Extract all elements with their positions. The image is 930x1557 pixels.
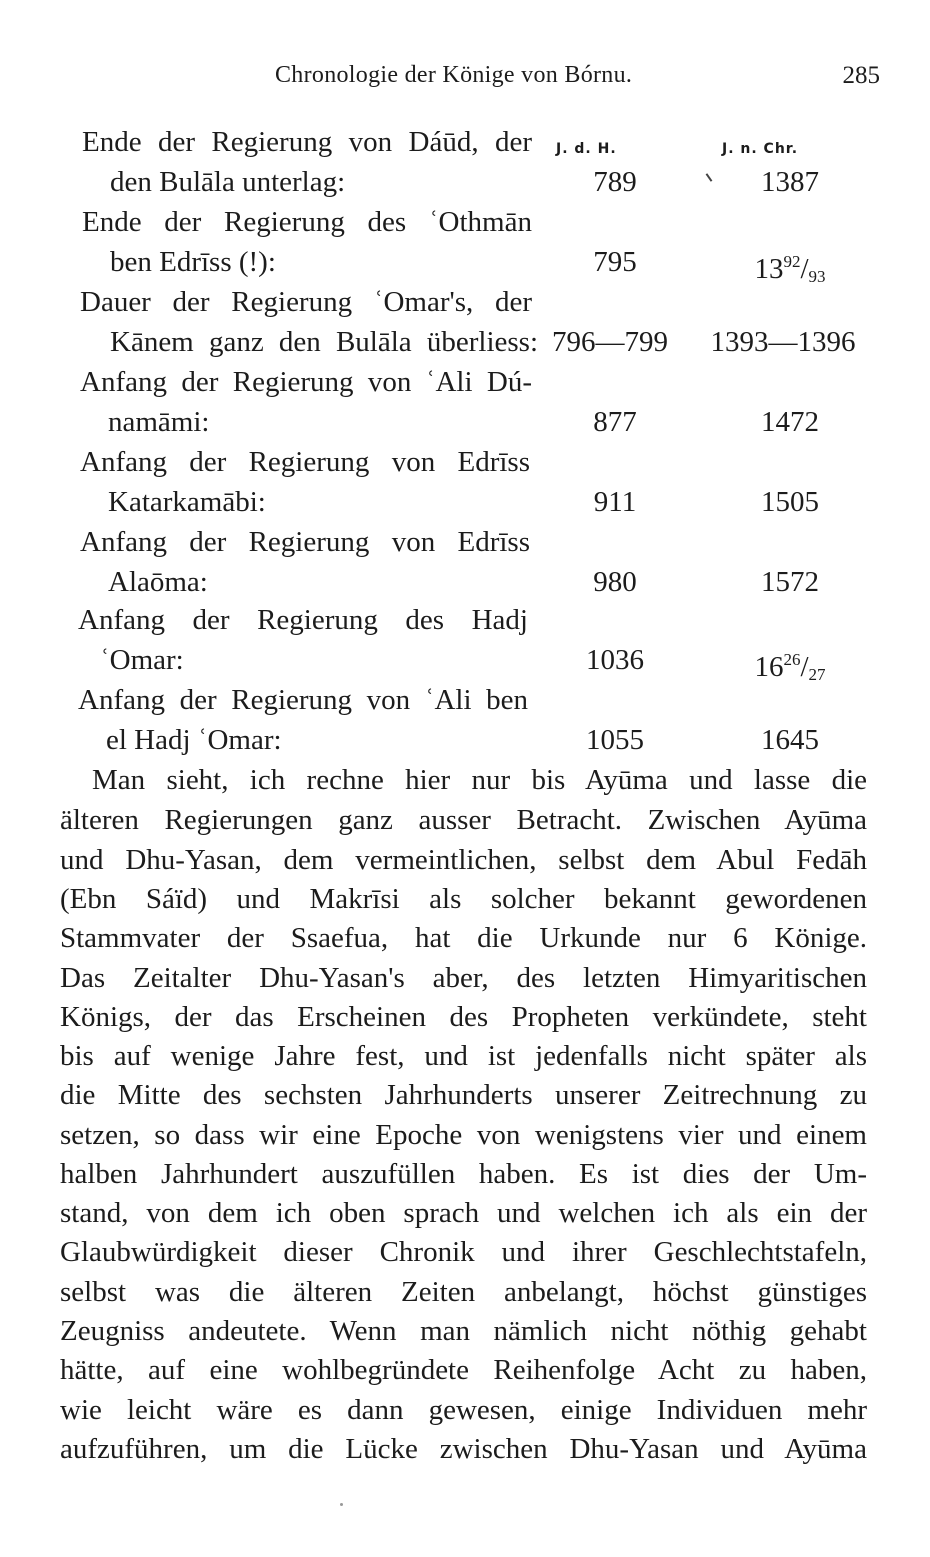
paragraph-line: stand, von dem ich oben sprach und welchen ich als ein der <box>60 1197 867 1229</box>
entry-label-line1: Ende der Regierung des ʿOthmān <box>82 206 532 238</box>
fraction-numerator: 92 <box>783 252 801 271</box>
entry-label-line2: Kānem ganz den Bulāla überliess: <box>110 326 538 358</box>
paragraph-line: (Ebn Sáïd) und Makrīsi als solcher bekannt gewordenen <box>60 883 867 915</box>
christian-year: 1572 <box>761 566 819 598</box>
paragraph-line: setzen, so dass wir eine Epoche von wenigstens vier und einem <box>60 1119 867 1151</box>
entry-label-line1: Anfang der Regierung von ʿAli ben <box>78 684 528 716</box>
hijra-year: 980 <box>593 566 637 598</box>
paragraph-line: selbst was die älteren Zeiten anbelangt, höchst günstiges <box>60 1276 867 1308</box>
fraction-denominator: 27 <box>808 665 826 684</box>
table-row <box>0 402 930 442</box>
entry-label-line2: ʿOmar: <box>100 644 184 676</box>
table-row <box>0 202 930 242</box>
running-head: Chronologie der Könige von Bórnu. <box>275 62 633 88</box>
entry-label-line1: Anfang der Regierung von Edrīss <box>80 526 530 558</box>
table-row <box>0 562 930 602</box>
fraction-numerator: 26 <box>783 650 801 669</box>
table-row <box>0 442 930 482</box>
hijra-year: 877 <box>593 406 637 438</box>
paragraph-line: Man sieht, ich rechne hier nur bis Ayūma und lasse die <box>92 764 867 796</box>
hijra-year: 1036 <box>586 644 644 676</box>
entry-label-line2: namāmi: <box>108 406 210 438</box>
entry-label-line1: Ende der Regierung von Dáūd, der <box>82 126 532 158</box>
christian-year: 1505 <box>761 486 819 518</box>
table-row <box>0 522 930 562</box>
christian-year-fraction: $16^{26}/_{27}$ <box>754 650 826 684</box>
column-header-christian: J. n. Chr. <box>722 141 799 157</box>
entry-label-line2: Alaōma: <box>108 566 208 598</box>
entry-label-line1: Anfang der Regierung von Edrīss <box>80 446 530 478</box>
paragraph-line: Zeugniss andeutete. Wenn man nämlich nicht nöthig gehabt <box>60 1315 867 1347</box>
entry-label-line1: Anfang der Regierung von ʿAli Dú- <box>80 366 532 398</box>
christian-year: 1645 <box>761 724 819 756</box>
table-row <box>0 640 930 684</box>
table-row <box>0 322 930 362</box>
fraction-denominator: 93 <box>808 267 826 286</box>
paragraph-line: älteren Regierungen ganz ausser Betracht. Zwischen Ayūma <box>60 804 867 836</box>
hijra-year: 1055 <box>586 724 644 756</box>
christian-year: 1387 <box>761 166 819 198</box>
year-base: 13 <box>754 253 784 285</box>
hijra-year: 911 <box>593 486 637 518</box>
entry-label-line2: el Hadj ʿOmar: <box>106 724 282 756</box>
table-row <box>0 482 930 522</box>
christian-year: 1393—1396 <box>710 326 856 358</box>
paragraph-line: Königs, der das Erscheinen des Propheten verkündete, steht <box>60 1001 867 1033</box>
paragraph-line: die Mitte des sechsten Jahrhunderts unserer Zeitrechnung zu <box>60 1079 867 1111</box>
hijra-year: 795 <box>593 246 637 278</box>
paragraph-line: wie leicht wäre es dann gewesen, einige Individuen mehr <box>60 1394 867 1426</box>
entry-label-line2: Katarkamābi: <box>108 486 266 518</box>
table-row <box>0 600 930 640</box>
table-row <box>0 242 930 286</box>
print-speck <box>340 1503 343 1506</box>
table-row <box>0 162 930 202</box>
table-row <box>0 122 930 162</box>
page-number: 285 <box>842 62 880 89</box>
entry-label-line1: Anfang der Regierung des Hadj <box>78 604 528 636</box>
paragraph-line: hätte, auf eine wohlbegründete Reihenfolge Acht zu haben, <box>60 1354 867 1386</box>
entry-label-line2: ben Edrīss (!): <box>110 246 276 278</box>
table-row <box>0 680 930 720</box>
table-row <box>0 282 930 322</box>
column-header-hijra: J. d. H. <box>556 141 617 157</box>
paragraph-line: bis auf wenige Jahre fest, und ist jedenfalls nicht später als <box>60 1040 867 1072</box>
year-base: 16 <box>754 651 784 683</box>
paragraph-line: Stammvater der Ssaefua, hat die Urkunde nur 6 Könige. <box>60 922 867 954</box>
entry-label-line1: Dauer der Regierung ʿOmar's, der <box>80 286 532 318</box>
christian-year: 1472 <box>761 406 819 438</box>
hijra-year: 796—799 <box>552 326 668 358</box>
christian-year-fraction: $13^{92}/_{93}$ <box>754 252 826 286</box>
paragraph-line: und Dhu-Yasan, dem vermeintlichen, selbst dem Abul Fedāh <box>60 844 867 876</box>
table-row <box>0 720 930 760</box>
hijra-year: 789 <box>593 166 637 198</box>
paragraph-line: Glaubwürdigkeit dieser Chronik und ihrer Geschlechtstafeln, <box>60 1236 867 1268</box>
paragraph-line: halben Jahrhundert auszufüllen haben. Es ist dies der Um- <box>60 1158 867 1190</box>
entry-label-line2: den Bulāla unterlag: <box>110 166 346 198</box>
paragraph-line: aufzuführen, um die Lücke zwischen Dhu-Yasan und Ayūma <box>60 1433 867 1465</box>
paragraph-line: Das Zeitalter Dhu-Yasan's aber, des letzten Himyaritischen <box>60 962 867 994</box>
table-row <box>0 362 930 402</box>
